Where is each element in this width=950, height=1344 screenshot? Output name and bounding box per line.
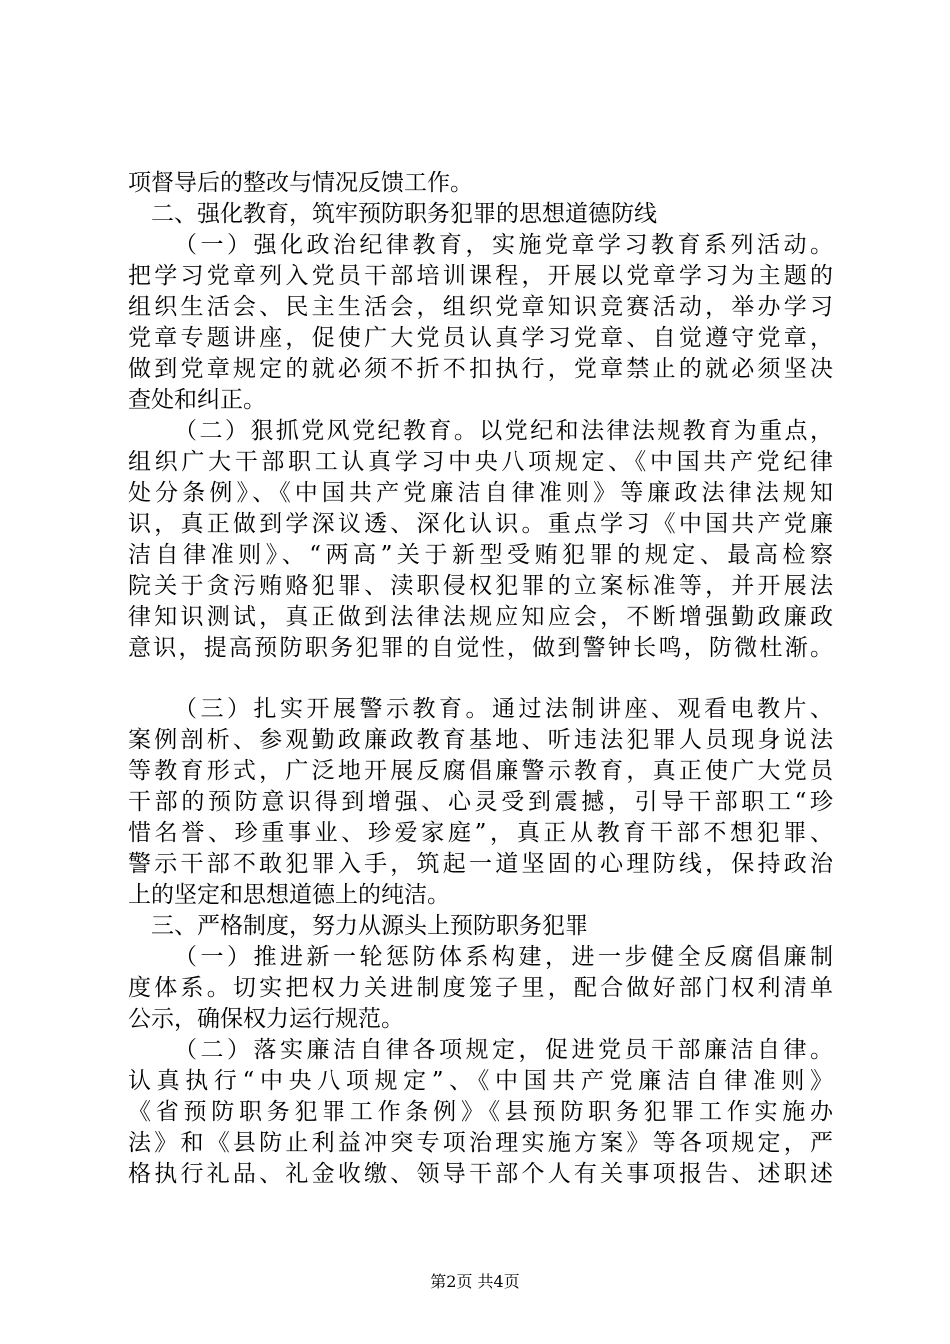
- paragraph-line: 把学习党章列入党员干部培训课程，开展以党章学习为主题的: [128, 263, 833, 289]
- paragraph-line: 洁自律准则》、“两高”关于新型受贿犯罪的规定、最高检察: [128, 542, 833, 568]
- paragraph-line: 院关于贪污贿赂犯罪、渎职侵权犯罪的立案标准等，并开展法: [128, 573, 833, 599]
- paragraph-line: 惜名誉、珍重事业、珍爱家庭”，真正从教育干部不想犯罪、: [128, 820, 833, 846]
- page-number: 第2页 共4页: [430, 1272, 520, 1291]
- paragraph-line: 项督导后的整改与情况反馈工作。: [128, 170, 473, 196]
- paragraph-line: 律知识测试，真正做到法律法规应知应会，不断增强勤政廉政: [128, 604, 833, 630]
- paragraph-line: 案例剖析、参观勤政廉政教育基地、听违法犯罪人员现身说法: [128, 727, 833, 753]
- paragraph-line: 做到党章规定的就必须不折不扣执行，党章禁止的就必须坚决: [128, 356, 833, 382]
- subsection-heading: （一）强化政治纪律教育，实施党章学习教育系列活动。: [174, 232, 833, 258]
- paragraph-line: 法》和《县防止利益冲突专项治理实施方案》等各项规定，严: [128, 1130, 833, 1156]
- paragraph-line: 党章专题讲座，促使广大党员认真学习党章、自觉遵守党章，: [128, 325, 833, 351]
- paragraph-line: 格执行礼品、礼金收缴、领导干部个人有关事项报告、述职述: [128, 1161, 833, 1187]
- paragraph-line: 组织广大干部职工认真学习中央八项规定、《中国共产党纪律: [128, 449, 833, 475]
- subsection-heading: （一）推进新一轮惩防体系构建，进一步健全反腐倡廉制: [174, 944, 833, 970]
- paragraph-line: 等教育形式，广泛地开展反腐倡廉警示教育，真正使广大党员: [128, 758, 833, 784]
- paragraph-line: 处分条例》、《中国共产党廉洁自律准则》等廉政法律法规知: [128, 480, 833, 506]
- paragraph-line: 意识，提高预防职务犯罪的自觉性，做到警钟长鸣，防微杜渐。: [128, 635, 833, 661]
- document-body: [128, 168, 833, 1190]
- paragraph-line: 识，真正做到学深议透、深化认识。重点学习《中国共产党廉: [128, 511, 833, 537]
- paragraph-line: 查处和纠正。: [128, 387, 266, 413]
- paragraph-spacer: [128, 664, 833, 694]
- paragraph-line: 警示干部不敢犯罪入手，筑起一道坚固的心理防线，保持政治: [128, 851, 833, 877]
- paragraph-line: 组织生活会、民主生活会，组织党章知识竞赛活动，举办学习: [128, 294, 833, 320]
- section-heading: 二、强化教育，筑牢预防职务犯罪的思想道德防线: [151, 201, 657, 227]
- subsection-heading: （二）落实廉洁自律各项规定，促进党员干部廉洁自律。: [174, 1037, 833, 1063]
- paragraph-line: 干部的预防意识得到增强、心灵受到震撼，引导干部职工“珍: [128, 789, 833, 815]
- subsection-heading: （二）狠抓党风党纪教育。以党纪和法律法规教育为重点，: [174, 418, 833, 444]
- paragraph-line: 度体系。切实把权力关进制度笼子里，配合做好部门权利清单: [128, 975, 833, 1001]
- page-footer: [0, 1271, 950, 1293]
- paragraph-line: 《省预防职务犯罪工作条例》《县预防职务犯罪工作实施办: [128, 1099, 833, 1125]
- paragraph-line: 认真执行“中央八项规定”、《中国共产党廉洁自律准则》: [128, 1068, 833, 1094]
- paragraph-line: 上的坚定和思想道德上的纯洁。: [128, 882, 450, 908]
- section-heading: 三、严格制度，努力从源头上预防职务犯罪: [151, 913, 588, 939]
- paragraph-line: 公示，确保权力运行规范。: [128, 1006, 404, 1032]
- subsection-heading: （三）扎实开展警示教育。通过法制讲座、观看电教片、: [174, 696, 833, 722]
